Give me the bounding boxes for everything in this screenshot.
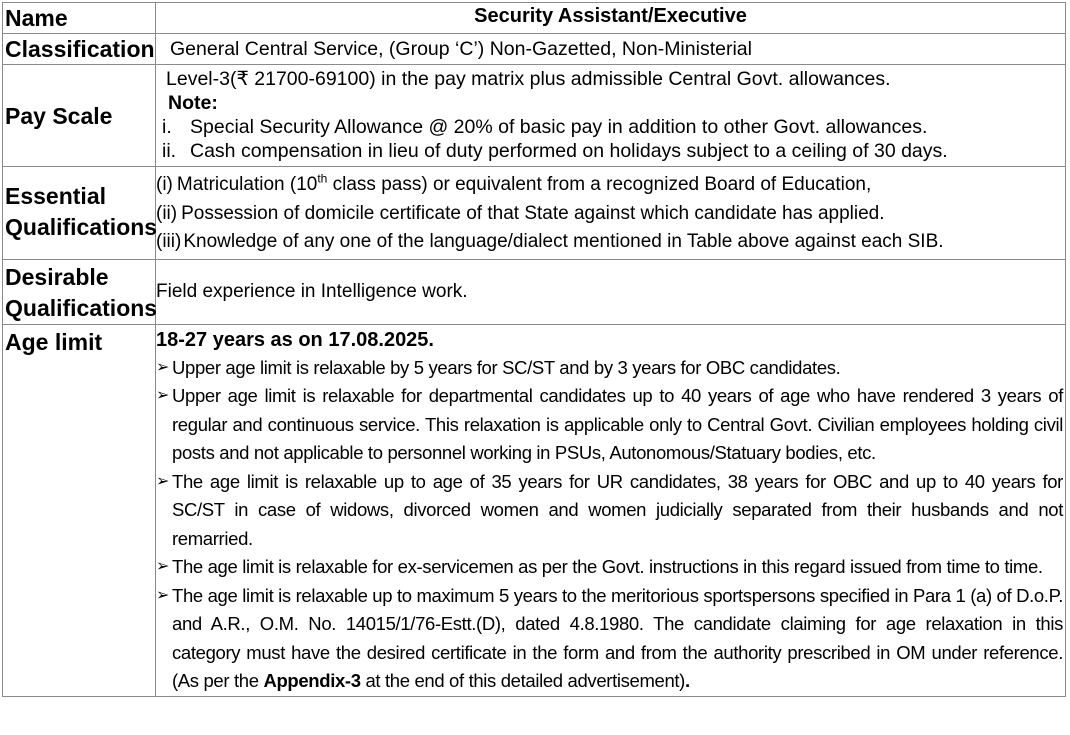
post-name: Security Assistant/Executive — [156, 3, 1066, 34]
desirable-value: Field experience in Intelligence work. — [156, 259, 1066, 324]
name-label: Name — [3, 3, 156, 34]
list-item — [156, 553, 1063, 582]
classification-value: General Central Service, (Group ‘C’) Non-Gazetted, Non-Ministerial — [156, 34, 1066, 65]
table-row — [3, 324, 1066, 696]
arrow-bullet-icon: ➢ — [156, 387, 170, 404]
desirable-label-line2: Qualifications — [5, 294, 158, 321]
pay-scale-label: Pay Scale — [3, 65, 156, 167]
list-number: i. — [162, 116, 172, 138]
table-row — [3, 34, 1066, 65]
qualification-text: Knowledge of any one of the language/dialect mentioned in Table above against each SIB. — [183, 231, 944, 252]
list-number: (iii) — [156, 231, 182, 252]
list-item — [156, 382, 1063, 468]
table-row — [3, 167, 1066, 260]
list-number: (ii) — [156, 202, 178, 224]
qualification-text — [177, 171, 871, 200]
desirable-label — [3, 259, 156, 324]
pay-level-text: Level-3(₹ 21700-69100) in the pay matrix plus admissible Central Govt. allowances. — [166, 68, 891, 90]
eligibility-table — [2, 2, 1066, 697]
age-relaxation-text: Upper age limit is relaxable for departmental candidates up to 40 years of age who have rendered 3 years of regular and continuous service. This relaxation is applicable only to Central Govt. Civilian employees holding civil posts and not applicable to personnel working in PSUs, Autonomous/Statuary bodies, etc. — [172, 385, 1063, 463]
age-limit-cell — [156, 324, 1066, 696]
classification-label: Classification — [3, 34, 156, 65]
qualification-text-post: class pass) or equivalent from a recognized Board of Education, — [327, 174, 872, 195]
list-item — [156, 582, 1063, 696]
age-relaxation-text — [172, 582, 1063, 696]
qualification-text: Possession of domicile certificate of that State against which candidate has applied. — [181, 202, 885, 224]
list-item — [156, 171, 1065, 200]
list-item — [156, 200, 1065, 229]
essential-label — [3, 167, 156, 260]
arrow-bullet-icon: ➢ — [156, 358, 170, 376]
list-number: ii. — [162, 140, 177, 162]
age-limit-heading: 18-27 years as on 17.08.2025. — [156, 328, 434, 351]
age-relaxation-text: The age limit is relaxable up to age of 35 years for UR candidates, 38 years for OBC and up to 40 years for SC/ST in case of widows, divorced women and women judicially separated from their husbands and not remarried. — [172, 470, 1063, 549]
arrow-bullet-icon: ➢ — [156, 472, 170, 490]
closing-period: . — [685, 670, 690, 691]
age-limit-label: Age limit — [3, 324, 156, 696]
list-item — [156, 354, 1063, 383]
appendix-reference: Appendix-3 — [263, 670, 361, 691]
table-row — [3, 259, 1066, 324]
pay-scale-cell — [156, 65, 1066, 167]
table-row — [3, 3, 1066, 34]
sportspersons-text-end: at the end of this detailed advertisement) — [360, 670, 685, 691]
arrow-bullet-icon: ➢ — [156, 558, 170, 575]
arrow-bullet-icon: ➢ — [156, 586, 170, 604]
age-relaxation-text: Upper age limit is relaxable by 5 years for SC/ST and by 3 years for OBC candidates. — [172, 356, 841, 378]
table-row — [3, 65, 1066, 167]
essential-label-line2: Qualifications — [5, 214, 158, 240]
list-number: (i) — [156, 174, 173, 195]
list-item — [156, 228, 1065, 257]
desirable-label-line1: Desirable — [5, 263, 109, 290]
list-item — [156, 468, 1063, 554]
essential-cell — [156, 167, 1066, 260]
list-item — [156, 139, 1065, 163]
qualification-text-pre: Matriculation (10 — [176, 174, 318, 195]
list-item — [156, 115, 1065, 139]
note-text: Cash compensation in lieu of duty performed on holidays subject to a ceiling of 30 days. — [190, 140, 948, 162]
age-relaxation-text: The age limit is relaxable for ex-servicemen as per the Govt. instructions in this regard issued from time to time. — [172, 556, 1043, 577]
note-text: Special Security Allowance @ 20% of basic pay in addition to other Govt. allowances. — [190, 116, 928, 138]
superscript: th — [317, 171, 328, 186]
sportspersons-text: The age limit is relaxable up to maximum 5 years to the meritorious sportspersons specified in Para 1 (a) of D.o.P. and A.R., O.M. No. 14015/1/76-Estt.(D), dated 4.8.1980. The candidate claiming for age relaxation in this category must have the desired certificate in the form and from the authority prescribed in OM under reference.(As per the — [172, 584, 1063, 691]
note-label: Note: — [168, 92, 218, 114]
essential-label-line1: Essential — [5, 183, 106, 209]
